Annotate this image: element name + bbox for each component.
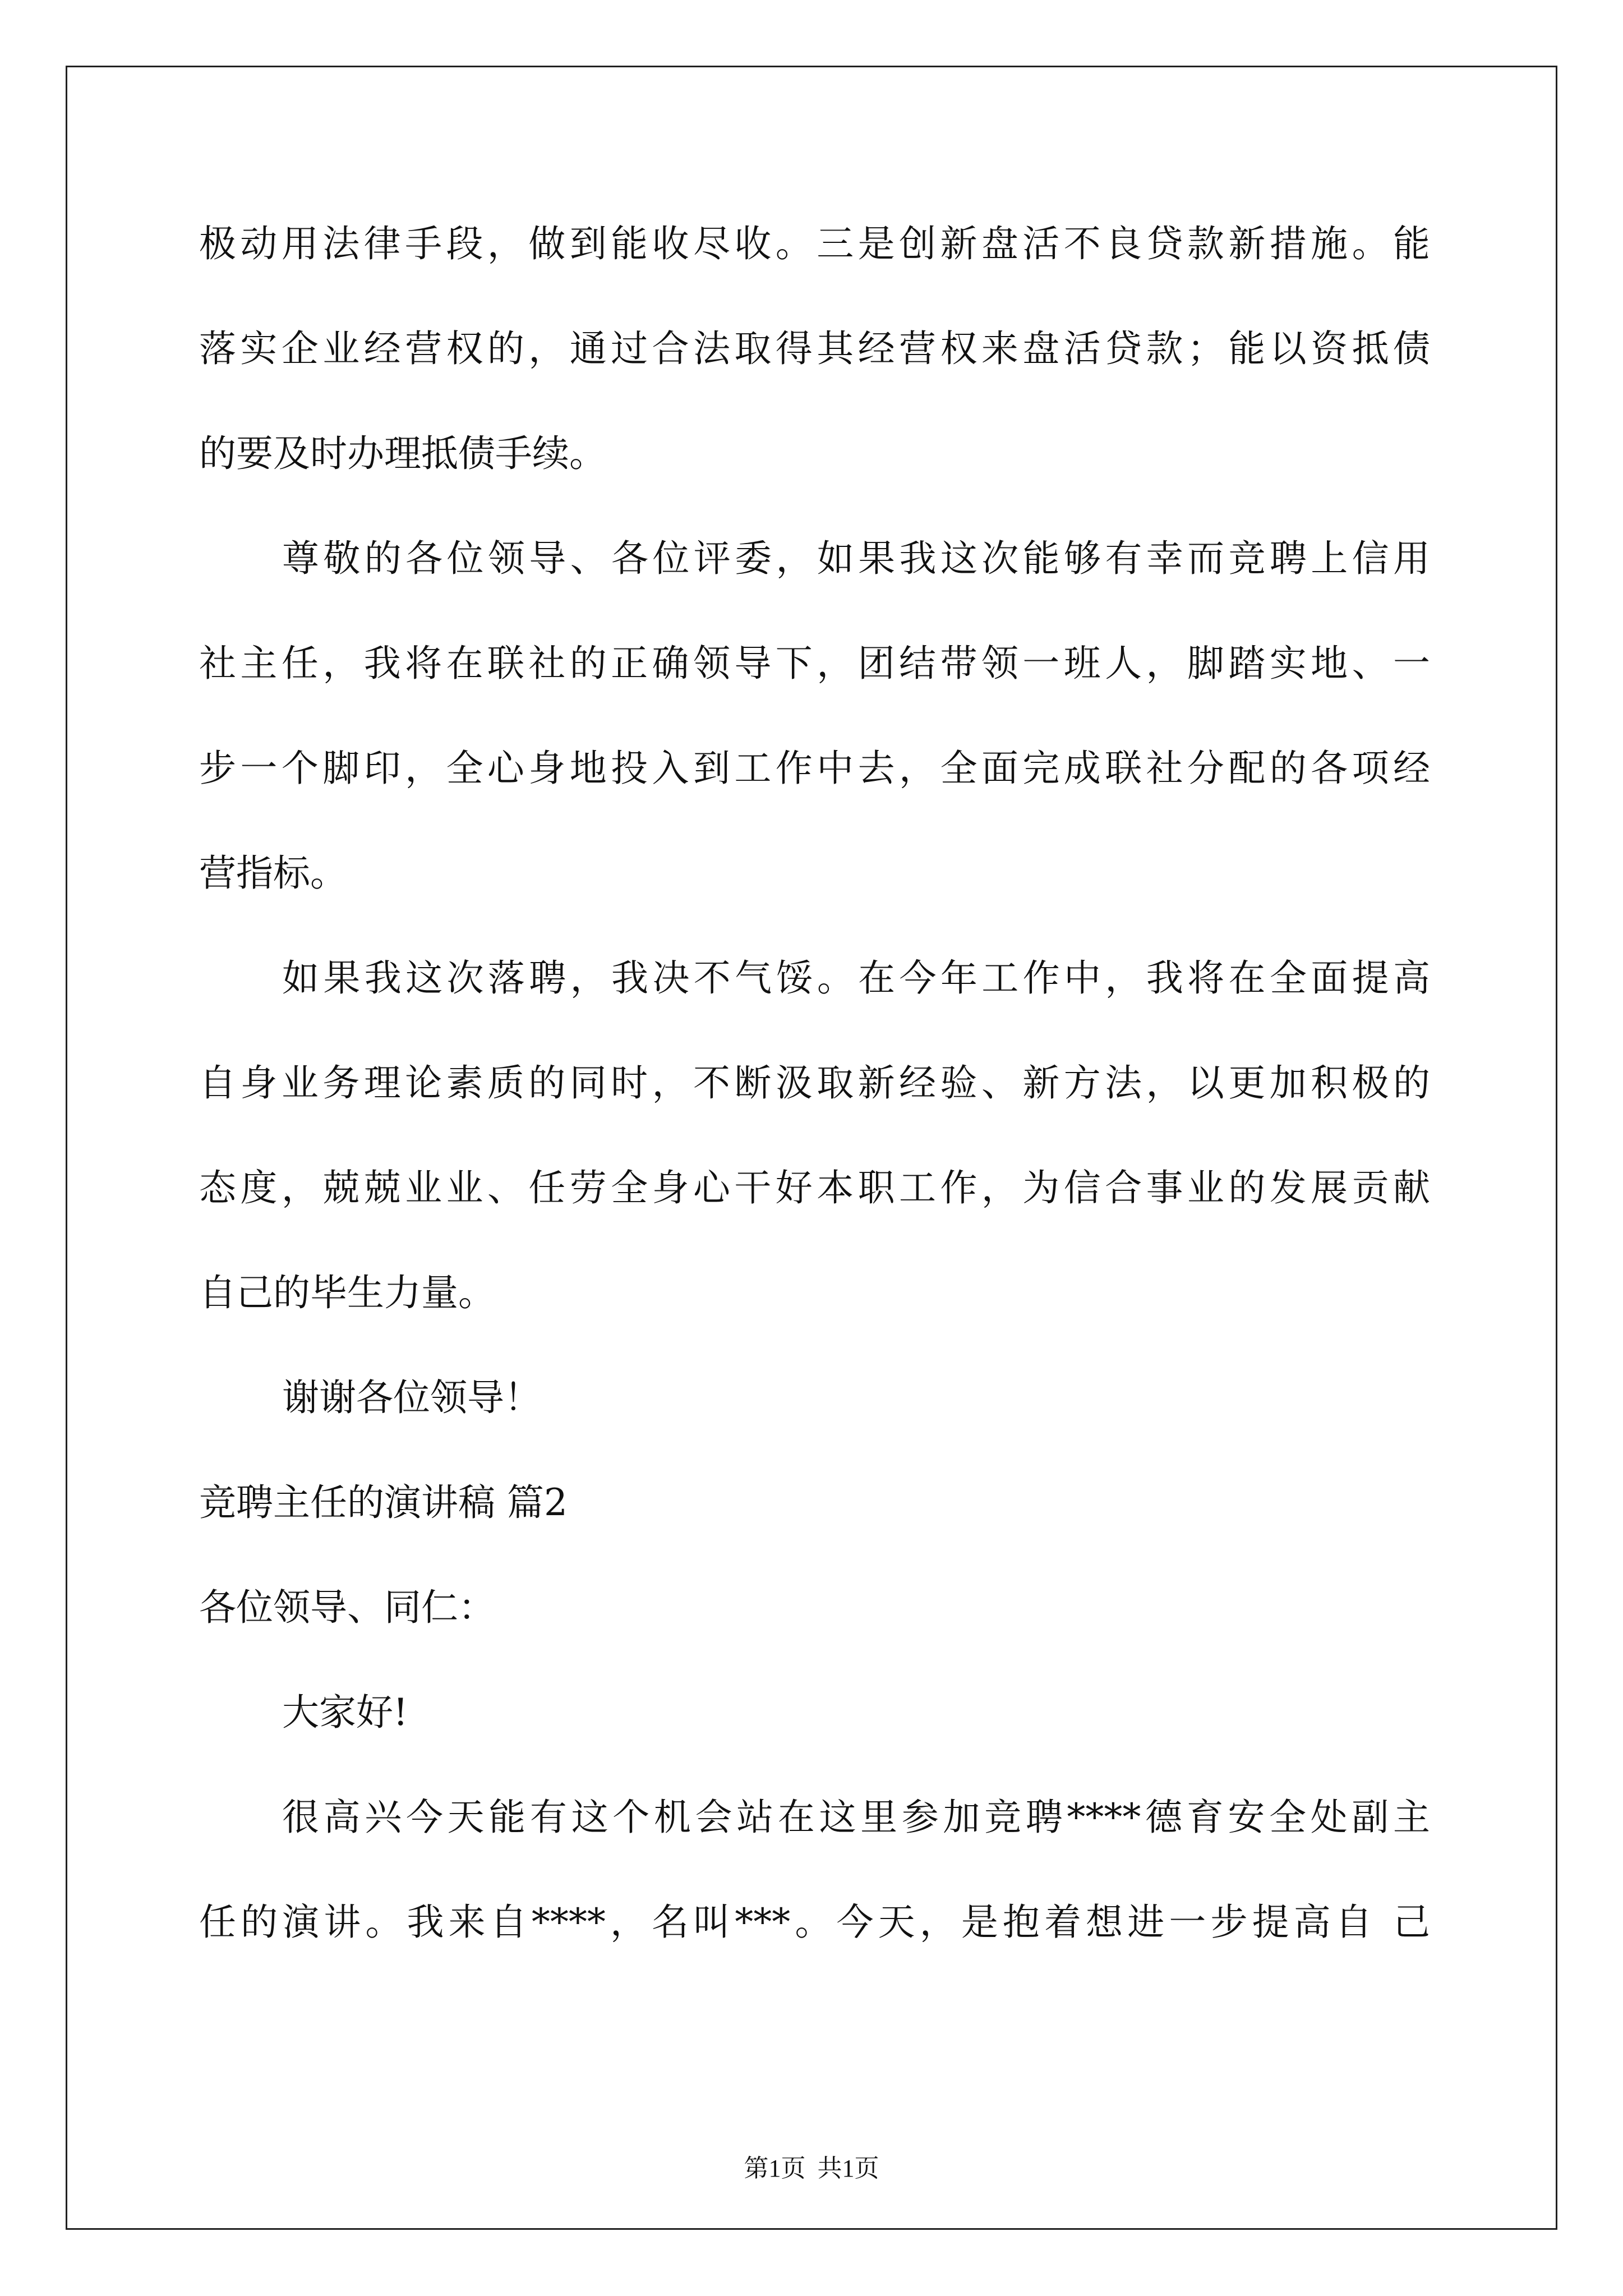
text-line: 营指标。 xyxy=(199,852,347,895)
page-footer: 第1页 共1页 xyxy=(744,2155,879,2182)
paragraph-start-line: 如果我这次落聘，我决不气馁。在今年工作中，我将在全面提高 xyxy=(282,956,1430,1000)
salutation-line: 各位领导、同仁： xyxy=(199,1586,495,1629)
text-line: 社主任，我将在联社的正确领导下，团结带领一班人，脚踏实地、一 xyxy=(199,642,1430,685)
text-line: 态度，兢兢业业、任劳全身心干好本职工作，为信合事业的发展贡献 xyxy=(199,1166,1430,1209)
paragraph-start-line: 尊敬的各位领导、各位评委，如果我这次能够有幸而竞聘上信用 xyxy=(282,537,1430,580)
paragraph-start-line: 很高兴今天能有这个机会站在这里参加竞聘****德育安全处副主 xyxy=(282,1796,1430,1839)
closing-line: 谢谢各位领导！ xyxy=(282,1376,541,1419)
text-line: 自己的毕生力量。 xyxy=(199,1271,495,1314)
text-line: 落实企业经营权的，通过合法取得其经营权来盘活贷款；能以资抵债 xyxy=(199,327,1430,370)
greeting-line: 大家好! xyxy=(282,1691,408,1734)
text-line: 步一个脚印，全心身地投入到工作中去，全面完成联社分配的各项经 xyxy=(199,747,1430,790)
section-heading: 竞聘主任的演讲稿 篇2 xyxy=(199,1481,568,1524)
text-line: 自身业务理论素质的同时，不断汲取新经验、新方法，以更加积极的 xyxy=(199,1061,1430,1105)
text-line: 任的演讲。我来自****，名叫***。今天，是抱着想进一步提高自 己 xyxy=(199,1901,1430,1944)
text-line: 极动用法律手段，做到能收尽收。三是创新盘活不良贷款新措施。能 xyxy=(199,222,1430,265)
text-line: 的要及时办理抵债手续。 xyxy=(199,432,606,475)
